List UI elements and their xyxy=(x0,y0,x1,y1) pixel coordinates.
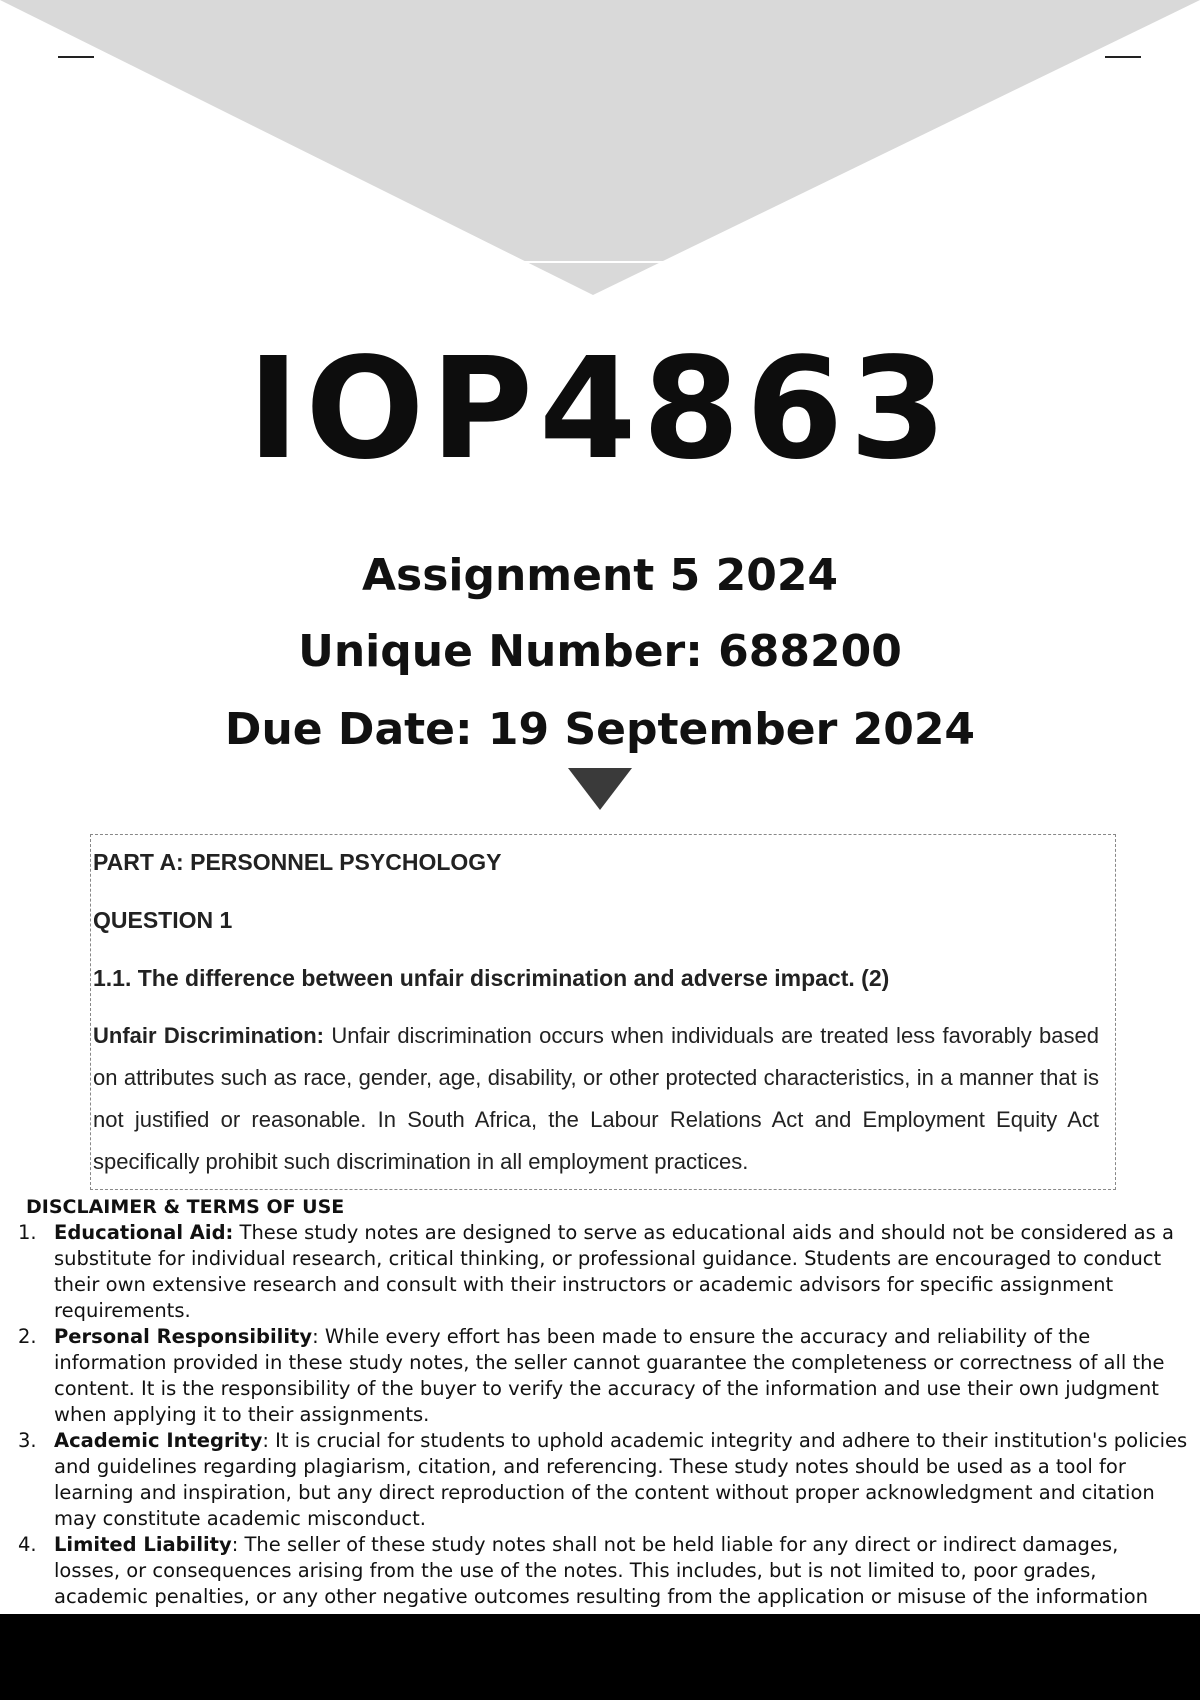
header-rule-left xyxy=(58,56,94,58)
disclaimer-section xyxy=(0,1194,1200,1610)
list-item-text: These study notes are designed to serve as educational aids and should not be considered as a substitute for individual research, critical thinking, or professional guidance. Students are encouraged to conduct their own extensive research and consult with their instructors or academic advisors for specific assignment requirements. xyxy=(54,1221,1174,1322)
part-heading: PART A: PERSONNEL PSYCHOLOGY xyxy=(93,849,502,875)
footer-bar xyxy=(0,1614,1200,1700)
header-chevron-graphic xyxy=(0,0,1200,300)
disclaimer-title: DISCLAIMER & TERMS OF USE xyxy=(26,1196,345,1218)
disclaimer-list xyxy=(0,1220,1200,1610)
question-heading: QUESTION 1 xyxy=(93,907,233,933)
due-date: Due Date: 19 September 2024 xyxy=(224,704,976,755)
list-item-term: Limited Liability xyxy=(54,1533,232,1556)
answer-term: Unfair Discrimination: xyxy=(93,1023,325,1048)
answer-body: Unfair discrimination occurs when individuals are treated less favorably based on attributes such as race, gender, age, disability, or other protected characteristics, in a manner that is not justified or reasonable. In South Africa, the Labour Relations Act and Employment Equity Act specifically prohibit such discrimination in all employment practices. xyxy=(93,1023,1100,1174)
course-code: IOP4863 xyxy=(247,328,953,491)
list-item-text: : While every effort has been made to ensure the accuracy and reliability of the information provided in these study notes, the seller cannot guarantee the completeness or correctness of all the content. It is the responsibility of the buyer to verify the accuracy of the information and use their own judgment when applying it to their assignments. xyxy=(54,1325,1165,1426)
unique-number: Unique Number: 688200 xyxy=(298,626,902,677)
list-item xyxy=(0,1428,1200,1532)
content-preview-box xyxy=(90,834,1116,1190)
assignment-title: Assignment 5 2024 xyxy=(361,550,839,601)
header-rule-right xyxy=(1105,56,1141,58)
list-item-term: Personal Responsibility xyxy=(54,1325,313,1348)
list-item xyxy=(0,1532,1200,1610)
list-item-term: Academic Integrity xyxy=(54,1429,263,1452)
list-item-number: 2. xyxy=(18,1325,37,1348)
list-item xyxy=(0,1324,1200,1428)
list-item xyxy=(0,1220,1200,1324)
list-item-number: 1. xyxy=(18,1221,37,1244)
sub-question-heading: 1.1. The difference between unfair discrimination and adverse impact. (2) xyxy=(93,965,890,991)
answer-paragraph xyxy=(93,1015,1099,1183)
down-arrow-icon xyxy=(568,768,632,810)
list-item-text: : The seller of these study notes shall not be held liable for any direct or indirect damages, losses, or consequences arising from the use of the notes. This includes, but is not limited to, poor grades, academic penalties, or any other negative outcomes resulting from the application or misuse of the information xyxy=(54,1533,1149,1608)
list-item-number: 4. xyxy=(18,1533,37,1556)
list-item-number: 3. xyxy=(18,1429,37,1452)
list-item-text: : It is crucial for students to uphold academic integrity and adhere to their institution's policies and guidelines regarding plagiarism, citation, and referencing. These study notes should be used as a tool for learning and inspiration, but any direct reproduction of the content without proper acknowledgment and citation may constitute academic misconduct. xyxy=(54,1429,1188,1530)
list-item-term: Educational Aid: xyxy=(54,1221,234,1244)
